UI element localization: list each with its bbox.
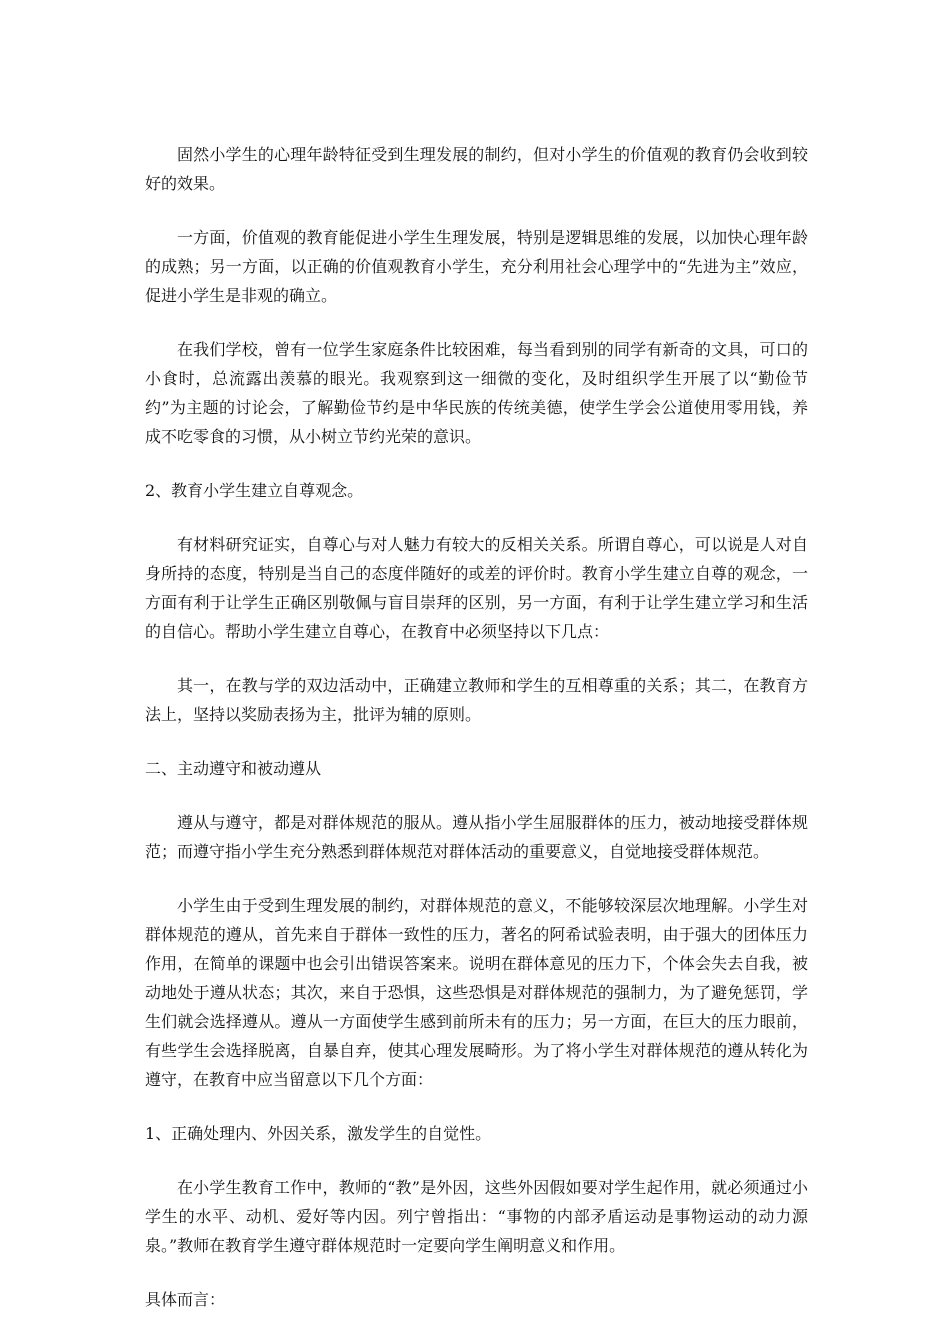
paragraph: 遵从与遵守，都是对群体规范的服从。遵从指小学生屈服群体的压力，被动地接受群体规范；而遵守指小学生充分熟悉到群体规范对群体活动的重要意义，自觉地接受群体规范。 [145, 813, 808, 861]
section-heading: 二、主动遵守和被动遵从 [145, 759, 322, 778]
section-heading: 2、教育小学生建立自尊观念。 [145, 481, 364, 500]
section-heading: 具体而言： [145, 1290, 226, 1309]
paragraph: 在我们学校，曾有一位学生家庭条件比较困难，每当看到别的同学有新奇的文具，可口的小食时，总流露出羡慕的眼光。我观察到这一细微的变化，及时组织学生开展了以“勤俭节约”为主题的讨论会，了解勤俭节约是中华民族的传统美德，使学生学会公道使用零用钱，养成不吃零食的习惯，从小树立节约光荣的意识。 [145, 340, 808, 446]
paragraph: 在小学生教育工作中，教师的“教”是外因，这些外因假如要对学生起作用，就必须通过小学生的水平、动机、爱好等内因。列宁曾指出：“事物的内部矛盾运动是事物运动的动力源泉。”教师在教育学生遵守群体规范时一定要向学生阐明意义和作用。 [145, 1178, 808, 1255]
paragraph: 其一，在教与学的双边活动中，正确建立教师和学生的互相尊重的关系；其二，在教育方法上，坚持以奖励表扬为主，批评为辅的原则。 [145, 676, 808, 724]
paragraph: 固然小学生的心理年龄特征受到生理发展的制约，但对小学生的价值观的教育仍会收到较好的效果。 [145, 145, 808, 193]
paragraph: 有材料研究证实，自尊心与对人魅力有较大的反相关关系。所谓自尊心，可以说是人对自身所持的态度，特别是当自己的态度伴随好的或差的评价时。教育小学生建立自尊的观念，一方面有利于让学生正确区别敬佩与盲目崇拜的区别，另一方面，有利于让学生建立学习和生活的自信心。帮助小学生建立自尊心，在教育中必须坚持以下几点： [145, 535, 808, 641]
paragraph: 小学生由于受到生理发展的制约，对群体规范的意义，不能够较深层次地理解。小学生对群体规范的遵从，首先来自于群体一致性的压力，著名的阿希试验表明，由于强大的团体压力作用，在简单的课题中也会引出错误答案来。说明在群体意见的压力下，个体会失去自我，被动地处于遵从状态；其次，来自于恐惧，这些恐惧是对群体规范的强制力，为了避免惩罚，学生们就会选择遵从。遵从一方面使学生感到前所未有的压力；另一方面，在巨大的压力眼前，有些学生会选择脱离，自暴自弃，使其心理发展畸形。为了将小学生对群体规范的遵从转化为遵守，在教育中应当留意以下几个方面： [145, 896, 808, 1089]
paragraph: 一方面，价值观的教育能促进小学生生理发展，特别是逻辑思维的发展，以加快心理年龄的成熟；另一方面，以正确的价值观教育小学生，充分利用社会心理学中的“先进为主”效应，促进小学生是非观的确立。 [145, 228, 808, 305]
section-heading: 1、正确处理内、外因关系，激发学生的自觉性。 [145, 1124, 492, 1143]
document-body [145, 140, 808, 1339]
